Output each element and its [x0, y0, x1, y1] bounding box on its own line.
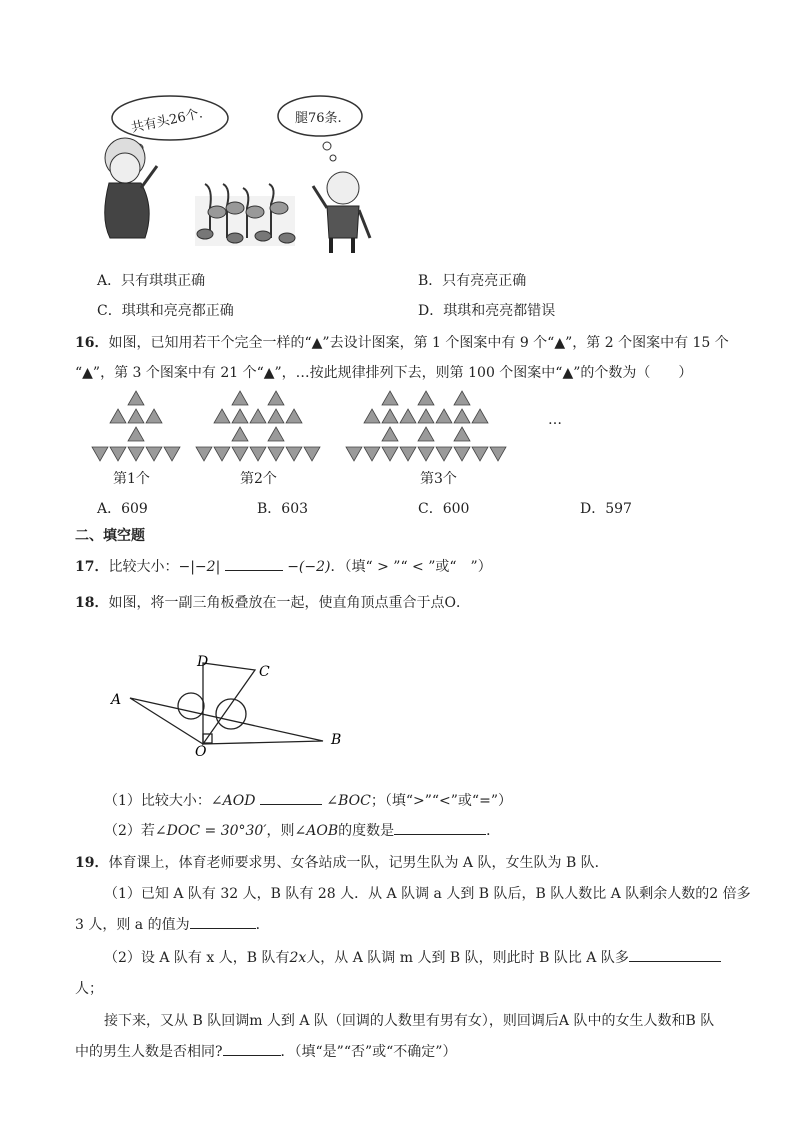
q19-part1-line1: （1）已知 A 队有 32 人，B 队有 28 人．从 A 队调 a 人到 B 队后，B 队人数比 A 队剩余人数的2 倍多 — [104, 886, 751, 902]
q16-option-b: B．603 — [257, 501, 309, 517]
q18-part2-expr: ∠DOC = 30°30′ — [154, 823, 267, 839]
up-triangle — [286, 409, 302, 423]
triangle-aob — [130, 698, 323, 744]
q19-part1-blank[interactable] — [190, 914, 256, 929]
q18-part1-blank[interactable] — [260, 790, 322, 805]
down-triangle — [164, 447, 180, 461]
up-triangle — [382, 409, 398, 423]
q17-suffix: ．（填“ > ”“ < ”或“ ”） — [330, 559, 492, 575]
up-triangle — [110, 409, 126, 423]
up-triangle — [382, 427, 398, 441]
q18-part2-prefix: （2）若 — [104, 823, 155, 839]
q18-number: 18． — [75, 595, 109, 611]
q15-option-c: C．琪琪和亮亮都正确 — [97, 303, 234, 319]
q17 — [75, 556, 492, 576]
up-triangle — [400, 409, 416, 423]
up-triangle — [364, 409, 380, 423]
up-triangle — [128, 391, 144, 405]
down-triangle — [490, 447, 506, 461]
right-bubble-text: 腿76条. — [295, 111, 342, 126]
q19-part2-expr: 2x — [289, 950, 307, 966]
q18-part2-end: ． — [486, 823, 501, 839]
q19-part3-suffix: ．（填“是”“否”或“不确定”） — [280, 1044, 457, 1060]
up-triangle — [382, 391, 398, 405]
label-c: C — [259, 664, 270, 680]
down-triangle — [146, 447, 162, 461]
up-triangle — [268, 391, 284, 405]
up-triangle — [454, 391, 470, 405]
q19-part2-blank[interactable] — [629, 947, 721, 962]
q19-part1-line2 — [75, 914, 270, 934]
left-bubble-text: 共有头26个. — [129, 106, 205, 137]
grandpa-figure — [313, 172, 370, 253]
q16-option-c: C．600 — [418, 501, 470, 517]
q18-part2-angle: ∠AOB — [294, 823, 339, 839]
down-triangle — [418, 447, 434, 461]
up-triangle — [146, 409, 162, 423]
down-triangle — [364, 447, 380, 461]
q19-part1-line2-suffix: ． — [255, 917, 270, 933]
q15-illustration — [95, 88, 385, 258]
down-triangle — [232, 447, 248, 461]
down-triangle — [436, 447, 452, 461]
q19-part2-line2: 人； — [75, 981, 103, 997]
up-triangle — [232, 409, 248, 423]
q19-stem-text: 体育课上，体育老师要求男、女各站成一队，记男生队为 A 队，女生队为 B 队． — [108, 855, 609, 871]
q18-part1 — [104, 790, 512, 810]
up-triangle — [418, 427, 434, 441]
label-o: O — [195, 744, 207, 758]
down-triangle — [304, 447, 320, 461]
up-triangle — [436, 409, 452, 423]
down-triangle — [250, 447, 266, 461]
down-triangle — [268, 447, 284, 461]
q18-part1-right: ∠BOC — [326, 793, 371, 809]
q16-number: 16． — [75, 335, 109, 351]
up-triangle — [418, 391, 434, 405]
label-a: A — [111, 692, 122, 708]
q19-part2-suffix: 人，从 A 队调 m 人到 B 队，则此时 B 队比 A 队多 — [306, 950, 629, 966]
label-b: B — [331, 732, 342, 748]
q15-option-d: D．琪琪和亮亮都错误 — [418, 303, 556, 319]
q19-stem — [75, 852, 609, 872]
up-triangle — [232, 391, 248, 405]
q16-option-d: D．597 — [580, 501, 632, 517]
q19-number: 19． — [75, 855, 109, 871]
q19-part2-prefix: （2）设 A 队有 x 人，B 队有 — [104, 950, 290, 966]
q16-caption-2: 第2个 — [240, 471, 277, 487]
q18-part2-blank[interactable] — [394, 820, 486, 835]
q16-caption-3: 第3个 — [420, 471, 457, 487]
down-triangle — [400, 447, 416, 461]
down-triangle — [286, 447, 302, 461]
down-triangle — [196, 447, 212, 461]
q17-right-expr: −(−2) — [287, 559, 331, 575]
right-thought-bubble — [278, 96, 362, 161]
section-title: 二、填空题 — [75, 528, 145, 544]
triangle-doc — [203, 663, 255, 744]
up-triangle — [418, 409, 434, 423]
q16-stem-line1 — [75, 332, 729, 352]
q19-part3-blank[interactable] — [223, 1041, 281, 1056]
up-triangle — [454, 427, 470, 441]
cranes-and-turtles — [195, 184, 295, 246]
up-triangle — [250, 409, 266, 423]
q18-stem-text: 如图，将一副三角板叠放在一起，使直角顶点重合于点O． — [108, 595, 470, 611]
q18-part1-suffix: ；（填“>”“<”或“=”） — [370, 793, 512, 809]
down-triangle — [472, 447, 488, 461]
q16-caption-1: 第1个 — [113, 471, 150, 487]
down-triangle — [92, 447, 108, 461]
q17-number: 17． — [75, 559, 109, 575]
up-triangle — [268, 427, 284, 441]
q18-part1-prefix: （1）比较大小： — [104, 793, 211, 809]
q18-part2-suffix: 的度数是 — [338, 823, 395, 839]
up-triangle — [214, 409, 230, 423]
q17-left-expr: −|−2| — [178, 559, 221, 575]
q18-part2 — [104, 820, 500, 840]
down-triangle — [454, 447, 470, 461]
q17-answer-blank[interactable] — [225, 556, 283, 571]
q16-stem-line2: “▲”，第 3 个图案中有 21 个“▲”，…按此规律排列下去，则第 100 个图案中“▲”的个数为（ ） — [75, 365, 693, 381]
q16-line1-text: 如图，已知用若干个完全一样的“▲”去设计图案，第 1 个图案中有 9 个“▲”，第 2 个图案中有 15 个 — [108, 335, 729, 351]
q18-stem — [75, 592, 470, 612]
q16-triangle-patterns — [90, 388, 580, 488]
down-triangle — [110, 447, 126, 461]
q19-part3-line1: 接下来，又从 B 队回调m 人到 A 队（回调的人数里有男有女），则回调后A 队中的女生人数和B 队 — [104, 1013, 715, 1029]
q15-option-b: B．只有亮亮正确 — [418, 273, 527, 289]
up-triangle — [454, 409, 470, 423]
label-d: D — [197, 654, 209, 670]
down-triangle — [214, 447, 230, 461]
q17-prefix: 比较大小： — [108, 559, 179, 575]
grandma-figure — [105, 138, 157, 238]
up-triangle — [128, 427, 144, 441]
q19-part3-line2 — [75, 1041, 456, 1061]
q19-part1-line2-prefix: 3 人，则 a 的值为 — [75, 917, 190, 933]
up-triangle — [268, 409, 284, 423]
q16-option-a: A．609 — [97, 501, 148, 517]
q18-part2-mid: ，则 — [266, 823, 295, 839]
q18-part1-left: ∠AOD — [210, 793, 256, 809]
down-triangle — [382, 447, 398, 461]
down-triangle — [346, 447, 362, 461]
q15-option-a: A．只有琪琪正确 — [97, 273, 206, 289]
up-triangle — [232, 427, 248, 441]
q16-ellipsis: … — [548, 412, 562, 428]
down-triangle — [128, 447, 144, 461]
up-triangle — [472, 409, 488, 423]
q19-part2-line1 — [104, 947, 721, 967]
q18-triangle-figure — [105, 648, 355, 758]
up-triangle — [128, 409, 144, 423]
q19-part3-prefix: 中的男生人数是否相同? — [75, 1044, 223, 1060]
